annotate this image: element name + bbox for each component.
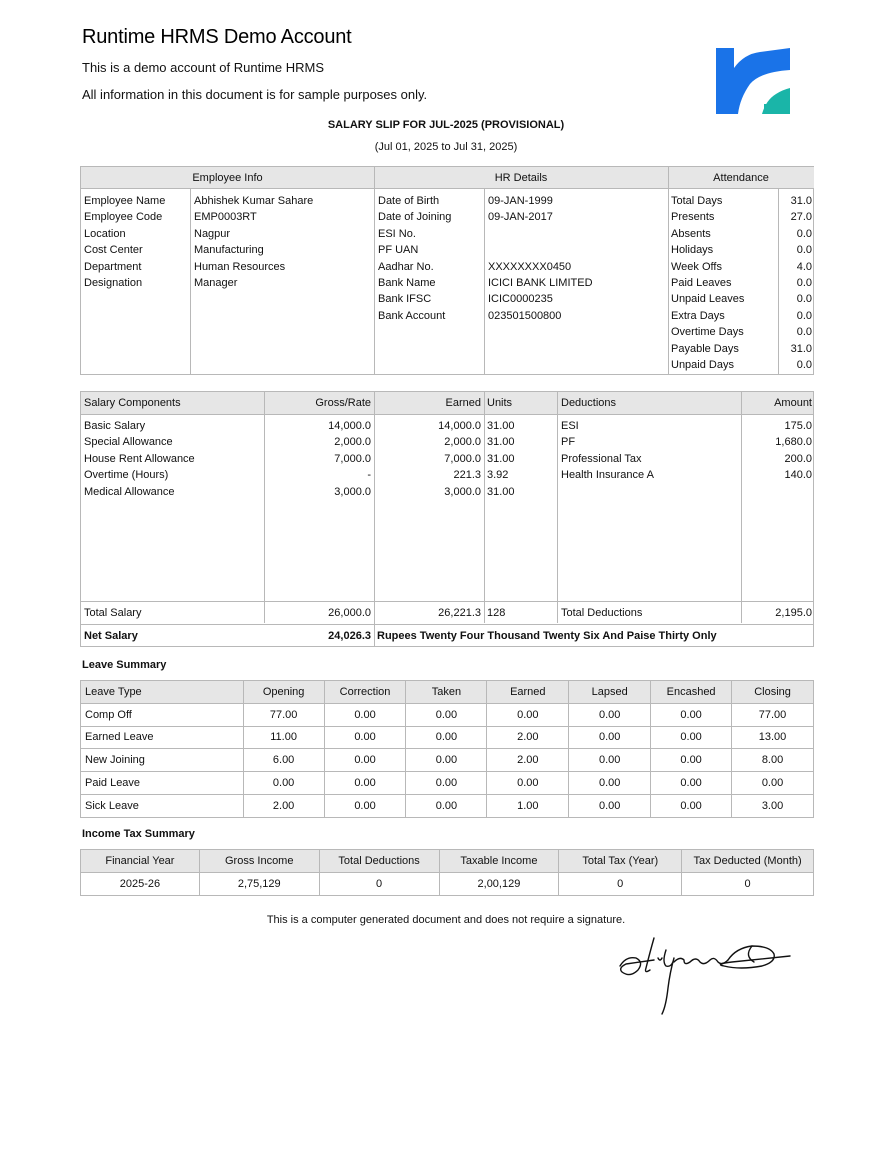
gross-values	[267, 418, 371, 500]
info-label: Aadhar No.	[378, 260, 434, 273]
taxable-income: 2,00,129	[439, 872, 559, 895]
date-of-joining: 09-JAN-2017	[488, 211, 553, 224]
attendance-value: 0.0	[796, 227, 812, 240]
info-label: Total Days	[671, 195, 723, 207]
slip-title: SALARY SLIP FOR JUL-2025 (PROVISIONAL)	[327, 119, 565, 131]
info-label: Payable Days	[671, 342, 739, 355]
slip-period: (Jul 01, 2025 to Jul 31, 2025)	[374, 141, 518, 153]
total-deductions-label: Total Deductions	[561, 607, 643, 619]
info-label: Holidays	[671, 244, 714, 257]
tax-col-header: Financial Year	[81, 850, 200, 873]
employee-info-table	[80, 166, 814, 375]
company-title: Runtime HRMS Demo Account	[82, 26, 352, 48]
info-label: PF UAN	[378, 244, 419, 257]
signature-icon	[614, 928, 794, 1020]
department: Human Resources	[194, 260, 286, 273]
deduction-amount: 1,680.0	[775, 436, 812, 449]
component-label: Special Allowance	[84, 436, 173, 449]
earned-values	[377, 418, 481, 500]
info-label: Absents	[671, 227, 711, 240]
total-salary-row	[81, 602, 813, 624]
info-label: Bank Account	[378, 309, 446, 322]
info-label: Extra Days	[671, 309, 725, 322]
units-value: 31.00	[487, 436, 515, 449]
tax-header-row	[81, 850, 814, 873]
deduction-labels	[561, 418, 654, 484]
tax-deducted-month: 0	[682, 872, 814, 895]
info-label: Date of Joining	[378, 211, 452, 224]
leave-col-header: Taken	[406, 681, 487, 704]
leave-col-header: Earned	[487, 681, 569, 704]
date-of-birth: 09-JAN-1999	[488, 195, 553, 207]
attendance-value: 0.0	[796, 326, 812, 339]
leave-col-header: Leave Type	[81, 681, 244, 704]
salary-components	[84, 418, 195, 500]
info-label: ESI No.	[378, 227, 416, 240]
component-label: House Rent Allowance	[84, 452, 195, 465]
aadhar-no: XXXXXXXX0450	[488, 260, 572, 273]
deductions-header: Deductions	[561, 397, 617, 409]
total-deductions: 0	[319, 872, 439, 895]
leave-summary-title: Leave Summary	[82, 659, 167, 671]
attendance-value: 4.0	[796, 260, 812, 273]
earned-value: 2,000.0	[444, 436, 481, 449]
designation: Manager	[194, 276, 238, 289]
leave-col-header: Opening	[243, 681, 324, 704]
table-row: Earned Leave 11.00 0.00 0.00 2.00 0.00 0.00 13.00	[81, 726, 814, 749]
gross-value: 2,000.0	[334, 436, 371, 449]
component-label: Medical Allowance	[84, 485, 175, 498]
income-tax-summary-title: Income Tax Summary	[82, 828, 195, 840]
gross-rate-header: Gross/Rate	[315, 397, 371, 409]
info-label: Bank IFSC	[378, 293, 432, 306]
info-label: Overtime Days	[671, 326, 744, 339]
employee-info-header: Employee Info	[81, 167, 374, 189]
earned-value: 3,000.0	[444, 485, 481, 498]
bank-ifsc: ICIC0000235	[488, 293, 553, 306]
runtime-logo-icon	[716, 48, 790, 114]
gross-value: 7,000.0	[334, 452, 371, 465]
bank-name: ICICI BANK LIMITED	[488, 276, 593, 289]
deduction-label: ESI	[561, 420, 579, 432]
tax-col-header: Tax Deducted (Month)	[682, 850, 814, 873]
financial-year: 2025-26	[81, 872, 200, 895]
deduction-label: Health Insurance A	[561, 469, 654, 482]
attendance-value: 31.0	[790, 195, 812, 207]
employee-code: EMP0003RT	[194, 211, 257, 224]
leave-summary-table	[80, 680, 814, 818]
computer-generated-note: This is a computer generated document and does not require a signature.	[266, 914, 626, 926]
leave-col-header: Closing	[732, 681, 814, 704]
deduction-amount: 175.0	[784, 420, 812, 432]
deduction-amounts	[744, 418, 812, 484]
earned-value: 221.3	[453, 469, 481, 482]
gross-value: -	[367, 469, 371, 482]
attendance-value: 27.0	[790, 211, 812, 224]
bank-account: 023501500800	[488, 309, 562, 322]
table-row: Comp Off 77.00 0.00 0.00 0.00 0.00 0.00 77.00	[81, 703, 814, 726]
net-salary-words: Rupees Twenty Four Thousand Twenty Six And Paise Thirty Only	[377, 630, 717, 642]
net-salary-label: Net Salary	[84, 630, 138, 642]
earned-value: 7,000.0	[444, 452, 481, 465]
attendance-values	[780, 193, 812, 373]
total-salary-label: Total Salary	[84, 607, 142, 619]
salary-header-row	[81, 392, 813, 415]
earned-header: Earned	[445, 397, 481, 409]
tax-col-header: Taxable Income	[439, 850, 559, 873]
info-label: Paid Leaves	[671, 276, 732, 289]
info-label: Location	[84, 227, 126, 240]
units-value: 31.00	[487, 452, 515, 465]
units-values	[487, 418, 515, 500]
location: Nagpur	[194, 227, 231, 240]
info-label: Employee Name	[84, 195, 166, 207]
component-label: Basic Salary	[84, 420, 146, 432]
info-label: Unpaid Days	[671, 358, 734, 371]
employee-name: Abhishek Kumar Sahare	[194, 195, 314, 207]
info-label: Presents	[671, 211, 715, 224]
attendance-value: 0.0	[796, 244, 812, 257]
tax-col-header: Gross Income	[199, 850, 319, 873]
attendance-value: 0.0	[796, 309, 812, 322]
table-row: Paid Leave 0.00 0.00 0.00 0.00 0.00 0.00 0.00	[81, 772, 814, 795]
leave-header-row	[81, 681, 814, 704]
units-value: 31.00	[487, 420, 515, 432]
tax-col-header: Total Deductions	[319, 850, 439, 873]
deduction-amount: 200.0	[784, 452, 812, 465]
deduction-label: PF	[561, 436, 576, 449]
tax-col-header: Total Tax (Year)	[559, 850, 682, 873]
attendance-value: 0.0	[796, 293, 812, 306]
attendance-labels	[671, 193, 744, 373]
attendance-value: 31.0	[790, 342, 812, 355]
hr-labels	[378, 193, 451, 324]
amount-header: Amount	[774, 397, 812, 409]
units-value: 31.00	[487, 485, 515, 498]
leave-col-header: Lapsed	[569, 681, 651, 704]
cost-center: Manufacturing	[194, 244, 264, 257]
attendance-value: 0.0	[796, 276, 812, 289]
salary-table	[80, 391, 814, 647]
info-label: Bank Name	[378, 276, 436, 289]
total-deductions-amount: 2,195.0	[775, 607, 812, 619]
total-units: 128	[487, 607, 506, 619]
leave-col-header: Encashed	[651, 681, 732, 704]
table-row: Sick Leave 2.00 0.00 0.00 1.00 0.00 0.00 3.00	[81, 794, 814, 817]
employee-values	[194, 193, 313, 291]
table-row: New Joining 6.00 0.00 0.00 2.00 0.00 0.00 8.00	[81, 749, 814, 772]
net-salary-row	[81, 625, 813, 647]
income-tax-table	[80, 849, 814, 896]
deduction-amount: 140.0	[784, 469, 812, 482]
total-gross: 26,000.0	[328, 607, 371, 619]
esi-no	[488, 226, 593, 242]
demo-note: This is a demo account of Runtime HRMS	[82, 60, 325, 75]
units-value: 3.92	[487, 469, 509, 482]
total-tax-year: 0	[559, 872, 682, 895]
info-label: Designation	[84, 276, 143, 289]
hr-details-header: HR Details	[374, 167, 668, 189]
pf-uan	[488, 242, 593, 258]
leave-col-header: Correction	[324, 681, 406, 704]
deduction-label: Professional Tax	[561, 452, 642, 465]
salary-components-header: Salary Components	[84, 397, 181, 409]
info-label: Unpaid Leaves	[671, 293, 745, 306]
gross-value: 3,000.0	[334, 485, 371, 498]
gross-value: 14,000.0	[328, 420, 371, 432]
attendance-value: 0.0	[796, 358, 812, 371]
component-label: Overtime (Hours)	[84, 469, 169, 482]
info-label: Cost Center	[84, 244, 143, 257]
hr-values	[488, 193, 593, 324]
net-salary-amount: 24,026.3	[328, 630, 371, 642]
info-label: Department	[84, 260, 142, 273]
info-label: Date of Birth	[378, 195, 440, 207]
total-earned: 26,221.3	[438, 607, 481, 619]
earned-value: 14,000.0	[438, 420, 481, 432]
employee-labels	[84, 193, 165, 291]
info-label: Week Offs	[671, 260, 722, 273]
table-row	[81, 872, 814, 895]
attendance-header: Attendance	[668, 167, 814, 189]
sample-note: All information in this document is for sample purposes only.	[82, 87, 428, 102]
gross-income: 2,75,129	[199, 872, 319, 895]
units-header: Units	[487, 397, 513, 409]
info-label: Employee Code	[84, 211, 163, 224]
